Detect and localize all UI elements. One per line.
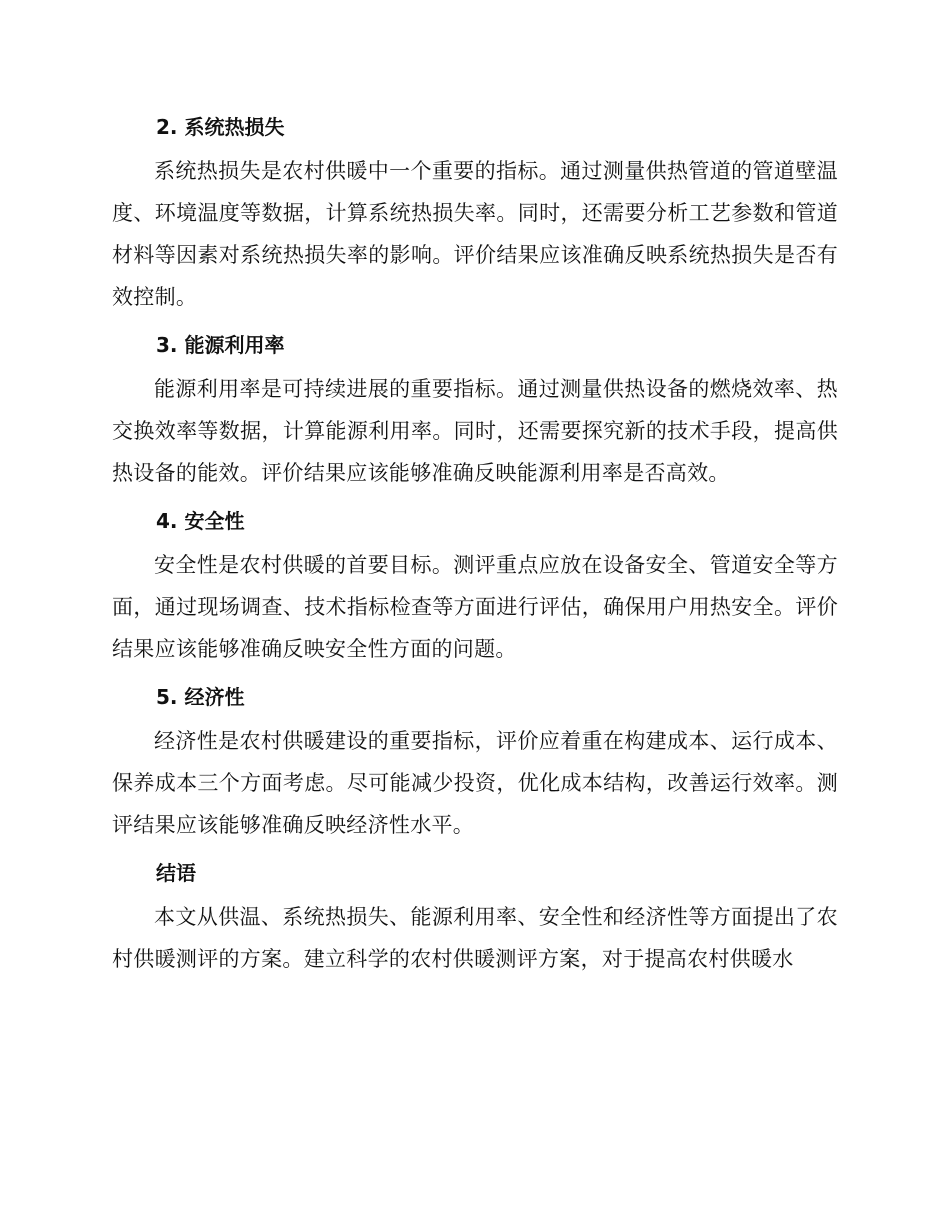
section-heading: 结语: [156, 861, 196, 885]
section-paragraph: 能源利用率是可持续进展的重要指标。通过测量供热设备的燃烧效率、热交换效率等数据，计算能源利用率。同时，还需要探究新的技术手段，提高供热设备的能效。评价结果应该能够准确反映能源利用率是否高效。: [112, 377, 838, 485]
section-economy: [112, 680, 838, 846]
section-paragraph: 本文从供温、系统热损失、能源利用率、安全性和经济性等方面提出了农村供暖测评的方案。建立科学的农村供暖测评方案，对于提高农村供暖水: [112, 905, 838, 971]
section-conclusion: [112, 856, 838, 980]
section-paragraph: 安全性是农村供暖的首要目标。测评重点应放在设备安全、管道安全等方面，通过现场调查、技术指标检查等方面进行评估，确保用户用热安全。评价结果应该能够准确反映安全性方面的问题。: [112, 553, 838, 661]
section-heading: 3. 能源利用率: [156, 333, 285, 357]
section-system-heat-loss: [112, 110, 838, 318]
section-paragraph: 经济性是农村供暖建设的重要指标，评价应着重在构建成本、运行成本、保养成本三个方面考虑。尽可能减少投资，优化成本结构，改善运行效率。测评结果应该能够准确反映经济性水平。: [112, 729, 838, 837]
section-paragraph: 系统热损失是农村供暖中一个重要的指标。通过测量供热管道的管道壁温度、环境温度等数据，计算系统热损失率。同时，还需要分析工艺参数和管道材料等因素对系统热损失率的影响。评价结果应该准确反映系统热损失是否有效控制。: [112, 159, 838, 309]
section-safety: [112, 504, 838, 670]
section-heading: 5. 经济性: [156, 685, 245, 709]
section-energy-efficiency: [112, 328, 838, 494]
section-heading: 2. 系统热损失: [156, 115, 285, 139]
section-heading: 4. 安全性: [156, 509, 245, 533]
